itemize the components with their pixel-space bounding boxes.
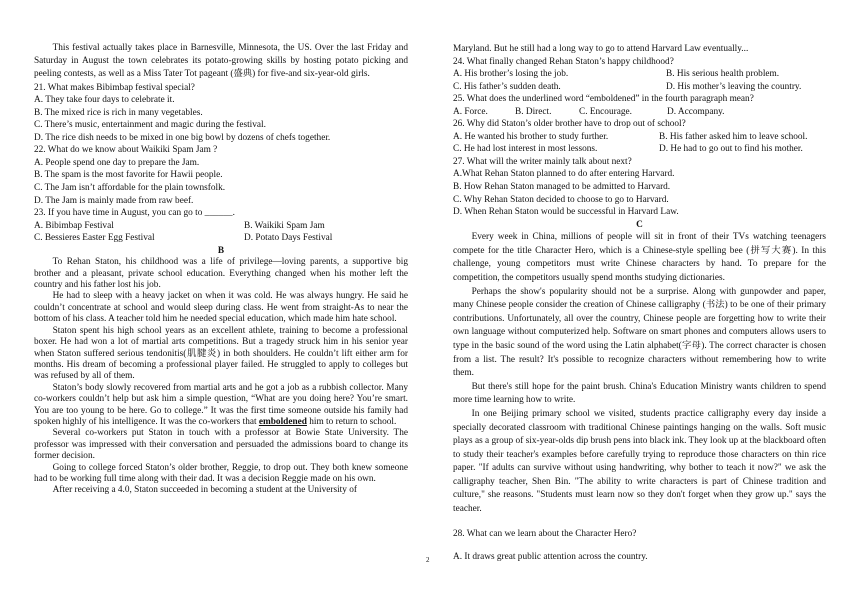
paragraph-4-text-after: him to return to school. (306, 416, 397, 427)
question-22-option-d: D. The Jam is mainly made from raw beef. (34, 195, 194, 206)
question-23-options-row-2 (34, 232, 408, 245)
question-22-option-b: B. The spam is the most favorite for Hawii people. (34, 170, 223, 181)
passage-b-paragraph-7: After receiving a 4.0, Staton succeeded in becoming a student at the University of (52, 485, 357, 496)
question-23-options-row-1 (34, 220, 408, 233)
paragraph-4-text-before: Staton’s body slowly recovered from martial arts and he got a job as a rubbish collector. Many co-workers couldn’t help but ask him a simple question, “What are you doing here? You’re smart. You are too young to be here. Go to college.” It was the first time someone outside his family had spoken highly of his intelligence. It was the co-workers that (34, 382, 408, 427)
passage-c-paragraph-1: Every week in China, millions of people will sit in front of their TVs watching teenagers compete for the title Character Hero, which is a Chinese-style spelling bee (拼写大赛). In this challenge, young competitors must write Chinese characters by hand. To prepare for the competition, the competitors usually spend months studying dictionaries. (453, 232, 826, 283)
question-27-stem: 27. What will the writer mainly talk about next? (453, 156, 632, 167)
question-25-option-d: D. Accompany. (667, 106, 725, 117)
passage-c-paragraph-4: In one Beijing primary school we visited, students practice calligraphy every day inside a specially decorated classroom with traditional Chinese paintings hanging on the walls. Soft music plays as a group of six-year-olds dip brush pens into black ink. They look up at the blackboard often to study their teacher's examples before carefully trying to reproduce those characters on thin rice paper. "If adults can survive without using handwriting, why bother to teach it now?" we ask the calligraphy teacher, Shen Bin. "The ability to write characters is part of Chinese tradition and culture," she reasons. "Students must learn now so they don't forget when they grow up." says the teacher. (453, 408, 826, 515)
question-23-option-d: D. Potato Days Festival (244, 233, 333, 244)
underlined-word-emboldened: emboldened (258, 416, 307, 427)
question-28-stem: 28. What can we learn about the Character Hero? (453, 528, 637, 539)
passage-b-paragraph-1: To Rehan Staton, his childhood was a life of privilege—loving parents, a supportive big brother and a pleasant, private school education. Everything changed when his mother left the country and his father lost his job. (34, 257, 408, 291)
question-24-option-c: C. His father’s sudden death. (453, 81, 561, 92)
section-b-heading: B (217, 245, 225, 256)
left-column (34, 42, 408, 497)
passage-b-continuation: Maryland. But he still had a long way to go to attend Harvard Law eventually... (453, 44, 749, 54)
question-23-option-a: A. Bibimbap Festival (34, 220, 114, 231)
passage-c-paragraph-3: But there's still hope for the paint brush. China's Education Ministry wants children to spend more time learning how to write. (453, 381, 826, 406)
question-25-option-b: B. Direct. (515, 106, 552, 117)
question-27-option-c: C. Why Rehan Staton decided to choose to go to Harvard. (453, 194, 669, 205)
question-24-option-a: A. His brother’s losing the job. (453, 69, 569, 80)
right-column (453, 43, 826, 564)
question-24-options-row-2 (453, 81, 826, 94)
question-24-options-row-1 (453, 68, 826, 81)
passage-b-paragraph-4 (34, 383, 408, 429)
question-26-option-c: C. He had lost interest in most lessons. (453, 144, 598, 155)
question-23-option-b: B. Waikiki Spam Jam (244, 220, 325, 231)
question-26-option-b: B. His father asked him to leave school. (659, 131, 808, 142)
section-c-heading: C (636, 219, 643, 230)
question-22-stem: 22. What do we know about Waikiki Spam Jam ? (34, 145, 218, 156)
question-24-option-b: B. His serious health problem. (666, 69, 780, 80)
question-27-option-a: A.What Rehan Staton planned to do after entering Harvard. (453, 169, 675, 180)
question-26-option-d: D. He had to go out to find his mother. (659, 144, 803, 155)
question-26-stem: 26. Why did Staton’s older brother have to drop out of school? (453, 119, 686, 130)
question-28-option-a: A. It draws great public attention across the country. (453, 552, 648, 563)
question-21-option-c: C. There’s music, entertainment and magic during the festival. (34, 120, 266, 131)
question-25-options-row (453, 106, 826, 119)
passage-b-paragraph-2: He had to sleep with a heavy jacket on when it was cold. He was always hungry. He said he couldn’t concentrate at school and would sleep during class. He went from straight-As to near the bottom of his class. A teacher told him he needed special education, which made him hate school. (34, 291, 408, 325)
question-24-option-d: D. His mother’s leaving the country. (666, 81, 802, 92)
question-26-option-a: A. He wanted his brother to study further. (453, 131, 609, 142)
question-25-option-a: A. Force. (453, 106, 488, 117)
question-26-options-row-1 (453, 131, 826, 144)
question-22-option-a: A. People spend one day to prepare the Jam. (34, 157, 200, 168)
question-24-stem: 24. What finally changed Rehan Staton’s happy childhood? (453, 56, 674, 67)
question-21-stem: 21. What makes Bibimbap festival special? (34, 82, 195, 93)
page-number: 2 (426, 556, 430, 564)
question-21-option-b: B. The mixed rice is rich in many vegetables. (34, 107, 203, 118)
question-23-stem: 23. If you have time in August, you can go to ______. (34, 208, 235, 219)
question-25-option-c: C. Encourage. (579, 106, 632, 117)
question-27-option-b: B. How Rehan Staton managed to be admitted to Harvard. (453, 182, 671, 193)
question-26-options-row-2 (453, 143, 826, 156)
question-23-option-c: C. Bessieres Easter Egg Festival (34, 233, 155, 244)
passage-b-paragraph-5: Several co-workers put Staton in touch with a professor at Bowie State University. The professor was impressed with their conversation and persuaded the admissions board to change its former decision. (34, 428, 408, 462)
question-22-option-c: C. The Jam isn’t affordable for the plain townsfolk. (34, 182, 226, 193)
question-25-stem: 25. What does the underlined word “emboldened” in the fourth paragraph mean? (453, 94, 754, 105)
question-27-option-d: D. When Rehan Staton would be successful in Harvard Law. (453, 207, 679, 218)
passage-c-paragraph-2: Perhaps the show's popularity should not be a surprise. Along with gunpowder and paper, many Chinese people consider the creation of Chinese calligraphy (书法) to be one of their primary contributions. Unfortunately, all over the country, Chinese people are forgetting how to write their own language without computerized help. Software on smart phones and computers allows users to type in the basic sound of the word using the Latin alphabet(字母). The correct character is chosen from a list. The result? It's possible to recognize characters without remembering how to write them. (453, 286, 826, 379)
passage-b-paragraph-3: Staton spent his high school years as an excellent athlete, training to become a professional boxer. He had won a lot of martial arts competitions. But a tragedy struck him in his senior year when Staton suffered serious tendonitis(肌腱炎) in both shoulders. He couldn’t lift either arm for months. His dream of becoming a professional player failed. He struggled to apply to colleges but was refused by all of them. (34, 325, 408, 382)
question-21-option-a: A. They take four days to celebrate it. (34, 95, 175, 106)
passage-b-paragraph-6: Going to college forced Staton’s older brother, Reggie, to drop out. They both knew someone had to be working full time along with their dad. It was a decision Reggie made on his own. (34, 462, 408, 484)
question-21-option-d: D. The rice dish needs to be mixed in one big bowl by dozens of chefs together. (34, 132, 331, 143)
festival-paragraph: This festival actually takes place in Barnesville, Minnesota, the US. Over the last Friday and Saturday in August the town celebrates its potato-growing skills by hosting potato picking and peeling contests, as well as a Miss Tater Tot pageant (盛典) for five-and six-year-old girls. (34, 43, 408, 80)
